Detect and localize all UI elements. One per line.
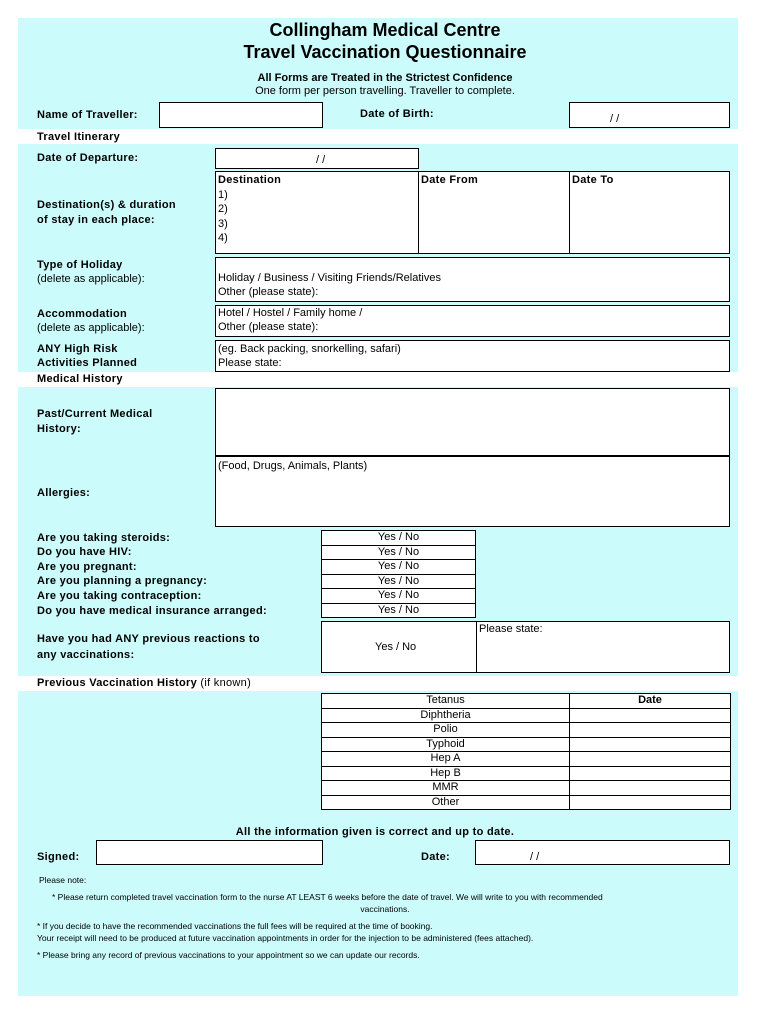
- answer-planning-pregnancy[interactable]: Yes / No: [322, 574, 476, 589]
- destination-column[interactable]: [215, 171, 419, 254]
- medical-history-label-line2: History:: [37, 423, 81, 435]
- accommodation-label: Accommodation: [37, 308, 128, 320]
- answer-insurance[interactable]: Yes / No: [322, 603, 476, 618]
- medical-section-title: Medical History: [37, 373, 123, 385]
- vaccine-polio: Polio: [322, 723, 570, 738]
- declaration-date-field[interactable]: [475, 840, 730, 865]
- section-divider-medical: [18, 372, 738, 387]
- allergies-label: Allergies:: [37, 487, 91, 499]
- vaccine-mmr: MMR: [322, 781, 570, 796]
- vaccine-hep-a: Hep A: [322, 752, 570, 767]
- vaccine-hep-b: Hep B: [322, 766, 570, 781]
- table-row: [322, 723, 731, 738]
- accommodation-other: Other (please state):: [218, 321, 319, 333]
- destinations-label-line1: Destination(s) & duration: [37, 199, 176, 211]
- dob-placeholder: / /: [610, 113, 620, 125]
- high-risk-hint: (eg. Back packing, snorkelling, safari): [218, 343, 401, 355]
- declaration-date-label: Date:: [421, 851, 451, 863]
- departure-label: Date of Departure:: [37, 152, 139, 164]
- holiday-type-field[interactable]: [215, 257, 730, 302]
- destination-row-4: 4): [218, 232, 228, 244]
- question-planning-pregnancy: Are you planning a pregnancy:: [37, 575, 208, 587]
- holiday-type-hint: (delete as applicable):: [37, 273, 145, 285]
- destination-header: Destination: [218, 174, 282, 186]
- note-1-line2: vaccinations.: [360, 904, 410, 914]
- table-row: [322, 766, 731, 781]
- question-pregnant: Are you pregnant:: [37, 561, 137, 573]
- answer-steroids[interactable]: Yes / No: [322, 531, 476, 546]
- vaccine-diphtheria: Diphtheria: [322, 708, 570, 723]
- vaccine-other: Other: [322, 795, 570, 810]
- holiday-type-label: Type of Holiday: [37, 259, 123, 271]
- date-to-column[interactable]: [569, 171, 730, 254]
- yes-no-answers: [321, 530, 476, 618]
- declaration-date-placeholder: / /: [530, 851, 540, 863]
- traveller-name-field[interactable]: [159, 102, 323, 128]
- allergies-field[interactable]: [215, 456, 730, 527]
- high-risk-label-line1: ANY High Risk: [37, 343, 118, 355]
- date-from-column[interactable]: [418, 171, 570, 254]
- vaccine-date-cell[interactable]: [570, 723, 731, 738]
- vaccine-date-cell[interactable]: [570, 781, 731, 796]
- section-divider-itinerary: [18, 129, 738, 144]
- table-row: [322, 694, 731, 709]
- high-risk-field[interactable]: [215, 340, 730, 372]
- medical-history-field[interactable]: [215, 388, 730, 456]
- answer-hiv[interactable]: Yes / No: [322, 545, 476, 560]
- answer-contraception[interactable]: Yes / No: [322, 589, 476, 604]
- accommodation-options: Hotel / Hostel / Family home /: [218, 307, 363, 319]
- reactions-state-field[interactable]: [476, 621, 730, 673]
- answer-pregnant[interactable]: Yes / No: [322, 560, 476, 575]
- reactions-question-line1: Have you had ANY previous reactions to: [37, 633, 260, 645]
- holiday-options: Holiday / Business / Visiting Friends/Relatives: [218, 272, 441, 284]
- destinations-label-line2: of stay in each place:: [37, 214, 155, 226]
- vaccine-date-cell[interactable]: [570, 737, 731, 752]
- allergies-hint: (Food, Drugs, Animals, Plants): [218, 460, 368, 472]
- vaccination-title-note: (if known): [197, 677, 252, 689]
- note-2-line2: Your receipt will need to be produced at future vaccination appointments in order for the injection to be administered (fees attached).: [37, 933, 534, 943]
- date-from-header: Date From: [421, 174, 479, 186]
- reactions-answer-field[interactable]: [321, 621, 477, 673]
- vaccine-date-header: Date: [570, 694, 731, 709]
- signature-field[interactable]: [96, 840, 323, 865]
- instruction-text: One form per person travelling. Traveller to complete.: [255, 85, 515, 97]
- traveller-name-label: Name of Traveller:: [37, 109, 138, 121]
- holiday-other: Other (please state):: [218, 286, 319, 298]
- high-risk-state: Please state:: [218, 357, 282, 369]
- date-to-header: Date To: [572, 174, 614, 186]
- vaccine-typhoid: Typhoid: [322, 737, 570, 752]
- reactions-answer: Yes / No: [375, 641, 417, 653]
- page-subtitle: Travel Vaccination Questionnaire: [243, 42, 527, 62]
- note-1-line1: * Please return completed travel vaccination form to the nurse AT LEAST 6 weeks before the date of travel. We will write to you with recommended: [52, 892, 603, 902]
- question-steroids: Are you taking steroids:: [37, 532, 171, 544]
- departure-date-field[interactable]: [215, 148, 419, 169]
- vaccination-title-bold: Previous Vaccination History: [37, 677, 198, 689]
- destination-row-2: 2): [218, 203, 228, 215]
- question-contraception: Are you taking contraception:: [37, 590, 202, 602]
- departure-placeholder: / /: [316, 154, 326, 166]
- vaccine-date-cell[interactable]: [570, 708, 731, 723]
- table-row: [322, 781, 731, 796]
- signed-label: Signed:: [37, 851, 80, 863]
- table-row: [322, 795, 731, 810]
- reactions-question-line2: any vaccinations:: [37, 649, 135, 661]
- dob-label: Date of Birth:: [360, 108, 434, 120]
- vaccine-date-cell[interactable]: [570, 795, 731, 810]
- please-note-label: Please note:: [39, 875, 87, 885]
- note-2-line1: * If you decide to have the recommended vaccinations the full fees will be required at the time of booking.: [37, 921, 433, 931]
- destination-row-1: 1): [218, 189, 228, 201]
- accommodation-field[interactable]: [215, 305, 730, 337]
- medical-history-label-line1: Past/Current Medical: [37, 408, 153, 420]
- high-risk-label-line2: Activities Planned: [37, 357, 138, 369]
- page-title: Collingham Medical Centre: [269, 20, 501, 40]
- declaration-statement: All the information given is correct and up to date.: [235, 826, 515, 838]
- note-3: * Please bring any record of previous vaccinations to your appointment so we can update our records.: [37, 950, 420, 960]
- accommodation-hint: (delete as applicable):: [37, 322, 145, 334]
- reactions-state: Please state:: [479, 623, 543, 635]
- vaccine-tetanus: Tetanus: [322, 694, 570, 709]
- itinerary-section-title: Travel Itinerary: [37, 131, 121, 143]
- dob-field[interactable]: [569, 102, 730, 128]
- vaccine-date-cell[interactable]: [570, 766, 731, 781]
- question-hiv: Do you have HIV:: [37, 546, 132, 558]
- question-insurance: Do you have medical insurance arranged:: [37, 605, 267, 617]
- table-row: [322, 708, 731, 723]
- vaccination-table: [321, 693, 731, 810]
- destination-row-3: 3): [218, 218, 228, 230]
- vaccination-section-title: [37, 677, 251, 689]
- table-row: [322, 752, 731, 767]
- confidentiality-notice: All Forms are Treated in the Strictest Confidence: [257, 72, 513, 84]
- table-row: [322, 737, 731, 752]
- vaccine-date-cell[interactable]: [570, 752, 731, 767]
